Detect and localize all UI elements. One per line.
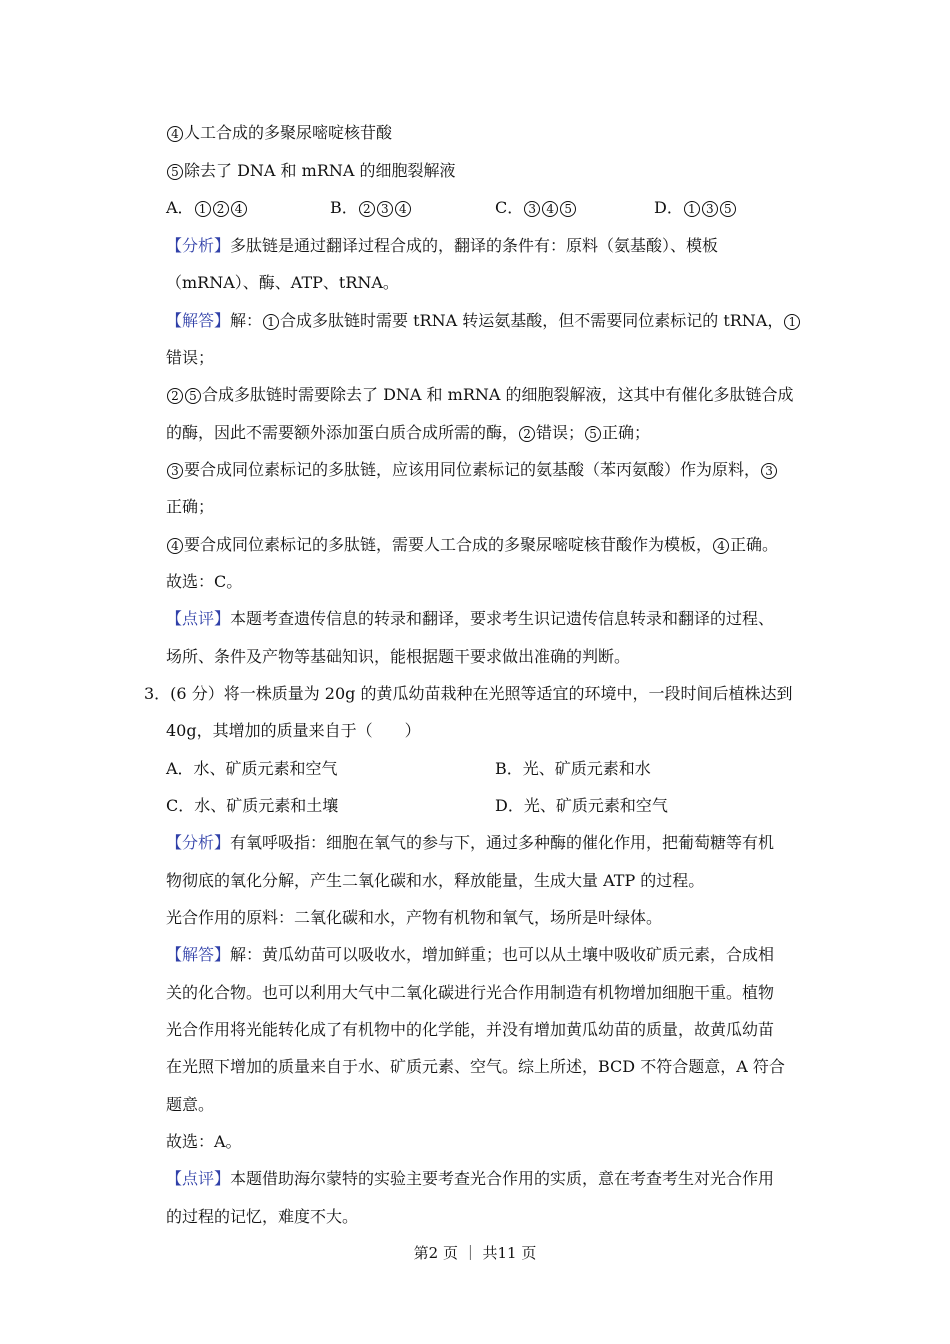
circled-number: 3 <box>761 463 777 479</box>
circled-number: 2 <box>519 426 535 442</box>
q2-answer-line-2: 错误； <box>166 348 215 367</box>
q2-option-d: D． 1 3 5 <box>654 197 737 219</box>
q3-answer-line-3: 光合作用将光能转化成了有机物中的化学能，并没有增加黄瓜幼苗的质量，故黄瓜幼苗 <box>166 1020 775 1039</box>
q3-answer-line-5: 题意。 <box>166 1095 215 1114</box>
q3-review-line-2: 的过程的记忆，难度不大。 <box>166 1207 359 1226</box>
analysis-tag: 【分析】 <box>166 236 231 255</box>
q2-option-b: B． 2 3 4 <box>330 197 412 219</box>
page-footer: 第2 页 ｜ 共11 页 <box>413 1244 537 1262</box>
q3-stem-line-2: 40g，其增加的质量来自于（ ） <box>166 721 421 740</box>
q2-review-line-2: 场所、条件及产物等基础知识，能根据题干要求做出准确的判断。 <box>166 647 631 666</box>
circled-number: 1 <box>784 314 800 330</box>
circled-number: 1 <box>195 201 211 217</box>
q3-analysis-line-2: 物彻底的氧化分解，产生二氧化碳和水，释放能量，生成大量 ATP 的过程。 <box>166 871 705 890</box>
circled-number: 5 <box>167 164 183 180</box>
q3-option-c: C．水、矿质元素和土壤 <box>166 796 339 815</box>
q3-stem-line-1: 3．(6 分）将一株质量为 20g 的黄瓜幼苗栽种在光照等适宜的环境中，一段时间后植株达到 <box>144 684 793 703</box>
circled-number: 5 <box>585 426 601 442</box>
circled-number: 5 <box>185 388 201 404</box>
circled-number: 1 <box>263 314 279 330</box>
review-tag: 【点评】 <box>166 609 231 628</box>
q2-answer-line-4: 的酶，因此不需要额外添加蛋白质合成所需的酶， 2 错误； 5 正确； <box>166 423 651 442</box>
answer-tag: 【解答】 <box>166 945 231 964</box>
q3-analysis-line-3: 光合作用的原料：二氧化碳和水，产物有机物和氧气，场所是叶绿体。 <box>166 908 663 927</box>
q2-item-5: 5 除去了 DNA 和 mRNA 的细胞裂解液 <box>166 160 456 182</box>
circled-number: 2 <box>167 388 183 404</box>
circled-number: 4 <box>542 201 558 217</box>
circled-number: 5 <box>560 201 576 217</box>
q3-answer-line-2: 关的化合物。也可以利用大气中二氧化碳进行光合作用制造有机物增加细胞干重。植物 <box>166 983 775 1002</box>
q2-choice: 故选：C。 <box>166 572 243 591</box>
circled-number: 3 <box>524 201 540 217</box>
q3-review-line-1: 【点评】本题借助海尔蒙特的实验主要考查光合作用的实质，意在考查考生对光合作用 <box>166 1169 775 1188</box>
q2-analysis-line-2: （mRNA）、酶、ATP、tRNA。 <box>166 273 399 292</box>
q3-option-a: A．水、矿质元素和空气 <box>166 759 338 778</box>
q3-answer-line-4: 在光照下增加的质量来自于水、矿质元素、空气。综上所述，BCD 不符合题意，A 符合 <box>166 1057 785 1076</box>
q2-analysis-line-1: 【分析】多肽链是通过翻译过程合成的，翻译的条件有：原料（氨基酸）、模板 <box>166 236 719 255</box>
q3-choice: 故选：A。 <box>166 1132 242 1151</box>
circled-number: 4 <box>167 538 183 554</box>
answer-tag: 【解答】 <box>166 311 231 330</box>
circled-number: 4 <box>713 538 729 554</box>
circled-number: 4 <box>167 126 183 142</box>
circled-number: 5 <box>720 201 736 217</box>
q2-answer-line-7: 4 要合成同位素标记的多肽链，需要人工合成的多聚尿嘧啶核苷酸作为模板， 4 正确。 <box>166 534 778 556</box>
q2-item-4: 4 人工合成的多聚尿嘧啶核苷酸 <box>166 122 392 144</box>
review-tag: 【点评】 <box>166 1169 231 1188</box>
q3-option-b: B．光、矿质元素和水 <box>495 759 651 778</box>
q2-answer-line-6: 正确； <box>166 497 215 516</box>
circled-number: 2 <box>213 201 229 217</box>
circled-number: 4 <box>231 201 247 217</box>
q2-review-line-1: 【点评】本题考查遗传信息的转录和翻译，要求考生识记遗传信息转录和翻译的过程、 <box>166 609 775 628</box>
circled-number: 2 <box>359 201 375 217</box>
circled-number: 3 <box>377 201 393 217</box>
q2-option-c: C． 3 4 5 <box>495 197 577 219</box>
q2-answer-line-3: 2 5 合成多肽链时需要除去了 DNA 和 mRNA 的细胞裂解液，这其中有催化多肽链合成 <box>166 384 794 406</box>
q3-option-d: D．光、矿质元素和空气 <box>495 796 668 815</box>
q2-answer-line-1: 【解答】解： 1 合成多肽链时需要 tRNA 转运氨基酸，但不需要同位素标记的 tRNA， 1 <box>166 310 801 332</box>
q3-answer-line-1: 【解答】解：黄瓜幼苗可以吸收水，增加鲜重；也可以从土壤中吸收矿质元素，合成相 <box>166 945 775 964</box>
q2-answer-line-5: 3 要合成同位素标记的多肽链，应该用同位素标记的氨基酸（苯丙氨酸）作为原料， 3 <box>166 459 778 481</box>
circled-number: 3 <box>702 201 718 217</box>
q3-analysis-line-1: 【分析】有氧呼吸指：细胞在氧气的参与下，通过多种酶的催化作用，把葡萄糖等有机 <box>166 833 775 852</box>
circled-number: 1 <box>684 201 700 217</box>
q2-option-a: A． 1 2 4 <box>166 197 248 219</box>
analysis-tag: 【分析】 <box>166 833 231 852</box>
circled-number: 4 <box>395 201 411 217</box>
circled-number: 3 <box>167 463 183 479</box>
